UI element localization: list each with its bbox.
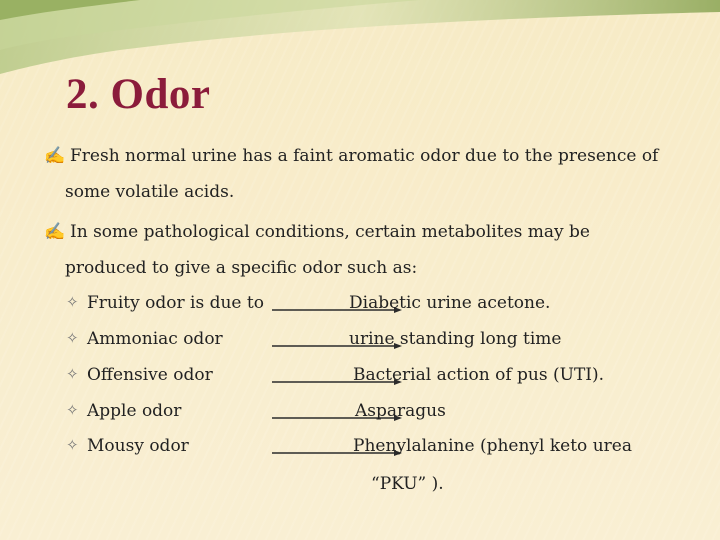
odor-name: Offensive odor: [87, 365, 213, 385]
scroll-icon: ✍: [44, 222, 66, 242]
bullet-text-line2: produced to give a specific odor such as:: [65, 258, 418, 278]
odor-cause: Phenylalanine (phenyl keto urea: [353, 436, 632, 456]
bullet-text-line2: some volatile acids.: [65, 182, 235, 202]
odor-cause: Bacterial action of pus (UTI).: [353, 365, 605, 385]
bullet-item: [44, 138, 664, 210]
bullet-text-line1: Fresh normal urine has a faint aromatic odor due to the presence of: [70, 146, 659, 166]
star-bullet-icon: ✧: [66, 293, 79, 311]
bullet-item: [44, 214, 664, 286]
star-bullet-icon: ✧: [66, 329, 79, 347]
star-bullet-icon: ✧: [66, 436, 79, 454]
scroll-icon: ✍: [44, 146, 66, 166]
odor-cause: Asparagus: [355, 401, 446, 421]
odor-name: Fruity odor is due to: [87, 293, 264, 313]
odor-cause: urine standing long time: [349, 329, 562, 349]
odor-name: Ammoniac odor: [87, 329, 223, 349]
star-bullet-icon: ✧: [66, 365, 79, 383]
continuation-text: “PKU” ).: [371, 474, 444, 494]
bullet-text-line1: In some pathological conditions, certain metabolites may be: [70, 222, 590, 242]
slide-title: 2. Odor: [66, 71, 211, 118]
odor-name: Mousy odor: [87, 436, 189, 456]
odor-name: Apple odor: [87, 401, 182, 421]
odor-cause: Diabetic urine acetone.: [349, 293, 551, 313]
star-bullet-icon: ✧: [66, 401, 79, 419]
